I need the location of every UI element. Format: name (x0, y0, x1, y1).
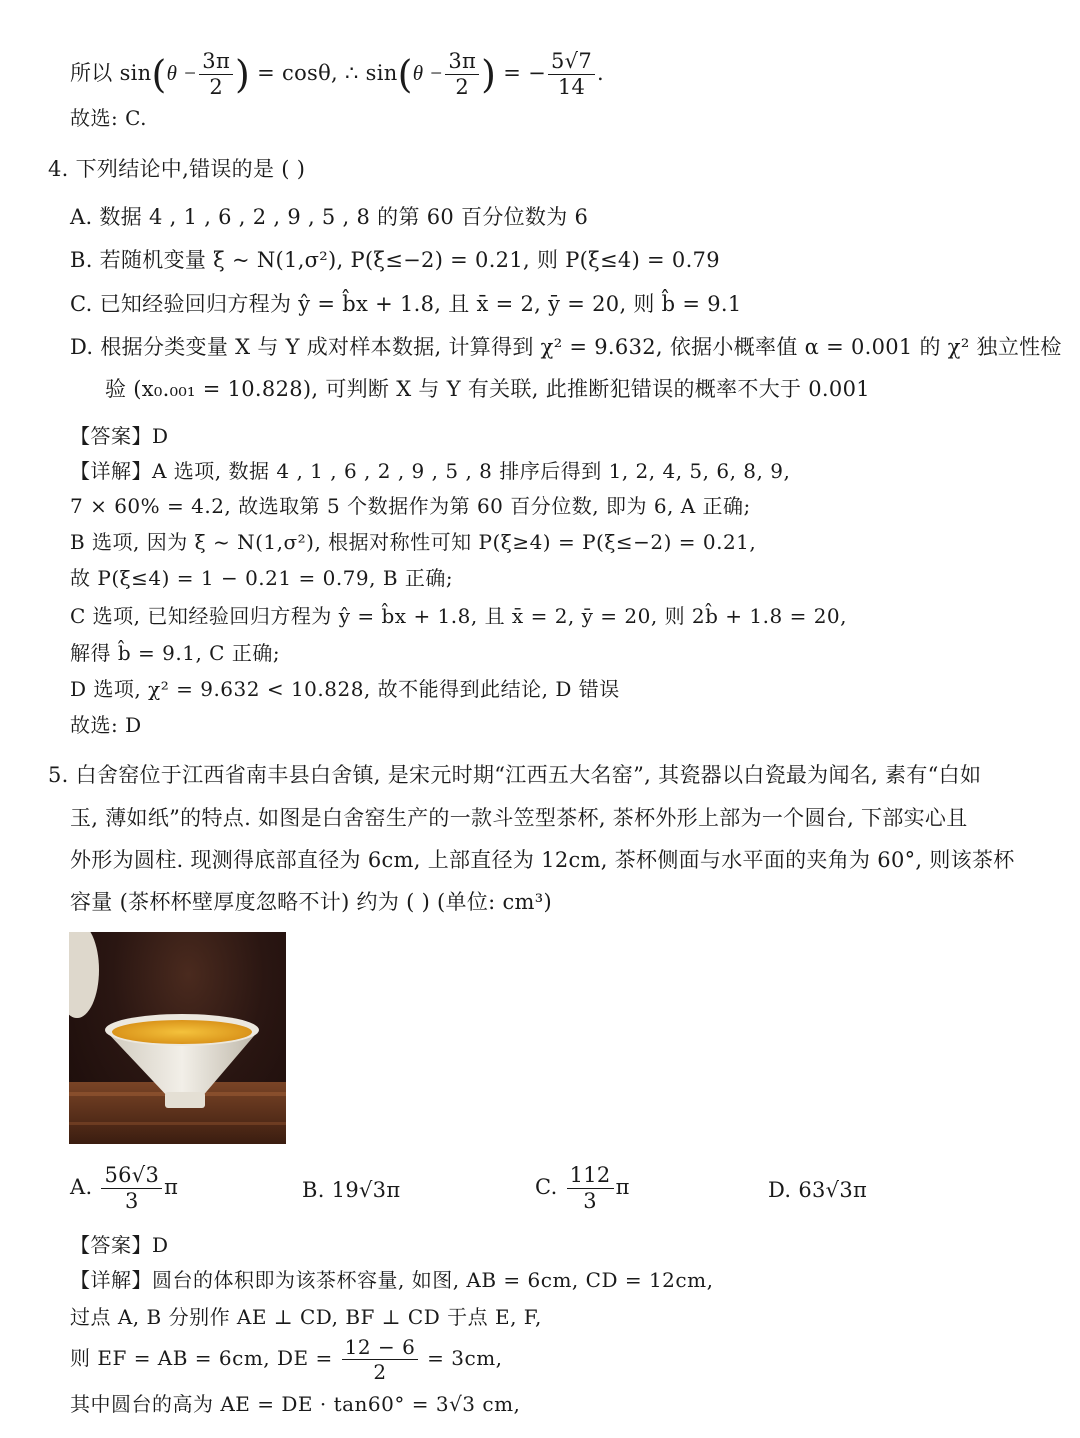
q5-option-c (535, 1164, 630, 1213)
q5-option-b: B. 19√3π (302, 1178, 401, 1202)
fraction (548, 50, 595, 99)
text: . (597, 61, 605, 86)
fraction-numerator: 112 (567, 1164, 614, 1189)
fraction-denominator: 2 (455, 75, 470, 100)
text: 所以 sin (70, 61, 152, 86)
q5-option-d: D. 63√3π (768, 1178, 868, 1202)
option-d-line1: D. 根据分类变量 X 与 Y 成对样本数据, 计算得到 χ² = 9.632, 依据小概率值 α = 0.001 的 χ² 独立性检 (70, 335, 1062, 359)
solution-line: D 选项, χ² = 9.632 < 10.828, 故不能得到此结论, D 错误 (70, 677, 620, 701)
text: θ − (166, 61, 198, 86)
fraction-numerator: 56√3 (101, 1164, 162, 1189)
solution-line: 解得 b̂ = 9.1, C 正确; (70, 641, 281, 665)
solution-line: 其中圆台的高为 AE = DE · tan60° = 3√3 cm, (70, 1392, 521, 1416)
fraction-denominator: 2 (209, 75, 223, 100)
cup-foot (165, 1092, 205, 1108)
option-label: A. (70, 1175, 93, 1200)
paren: ) (481, 52, 497, 97)
text: = − (496, 61, 547, 86)
solution-line: 故选: D (70, 713, 142, 737)
pi-symbol: π (164, 1175, 179, 1200)
text: = 3cm, (427, 1346, 503, 1370)
solution-line: 过点 A, B 分别作 AE ⊥ CD, BF ⊥ CD 于点 E, F, (70, 1305, 542, 1329)
question-4-stem: 4. 下列结论中,错误的是 ( ) (48, 157, 306, 181)
solution-line: B 选项, 因为 ξ ~ N(1,σ²), 根据对称性可知 P(ξ≥4) = P(ξ≤−2) = 0.21, (70, 530, 757, 554)
option-c: C. 已知经验回归方程为 ŷ = b̂x + 1.8, 且 x̄ = 2, ȳ = 20, 则 b̂ = 9.1 (70, 292, 742, 316)
fraction (342, 1336, 419, 1383)
teapot-edge (69, 932, 99, 1018)
formula-line (70, 50, 604, 99)
fraction-numerator: 12 − 6 (342, 1336, 419, 1360)
solution-line: 7 × 60% = 4.2, 故选取第 5 个数据作为第 60 百分位数, 即为 6, A 正确; (70, 494, 751, 518)
fraction-numerator: 5√7 (548, 50, 595, 75)
fraction-denominator: 14 (557, 75, 586, 100)
question-5-stem-line3: 外形为圆柱. 现测得底部直径为 6cm, 上部直径为 12cm, 茶杯侧面与水平面的夹角为 60°, 则该茶杯 (70, 848, 1015, 872)
paren: ( (397, 52, 413, 97)
tea-cup-image (69, 932, 286, 1144)
solution-line: 【详解】圆台的体积即为该茶杯容量, 如图, AB = 6cm, CD = 12cm, (70, 1268, 714, 1292)
fraction-denominator: 3 (124, 1189, 139, 1214)
fraction-denominator: 2 (373, 1360, 387, 1384)
option-a: A. 数据 4 , 1 , 6 , 2 , 9 , 5 , 8 的第 60 百分位数为 6 (70, 205, 589, 229)
fraction (567, 1164, 614, 1213)
option-d-line2: 验 (x₀.₀₀₁ = 10.828), 可判断 X 与 Y 有关联, 此推断犯错误的概率不大于 0.001 (105, 377, 870, 401)
text: θ − (412, 61, 444, 86)
pi-symbol: π (615, 1175, 630, 1200)
fraction (199, 50, 233, 99)
answer-label: 【答案】D (70, 1233, 169, 1257)
option-b: B. 若随机变量 ξ ~ N(1,σ²), P(ξ≤−2) = 0.21, 则 P(ξ≤4) = 0.79 (70, 248, 720, 272)
tea-surface (112, 1020, 252, 1044)
fraction-numerator: 3π (445, 50, 479, 75)
question-5-stem-line4: 容量 (茶杯杯壁厚度忽略不计) 约为 ( ) (单位: cm³) (70, 890, 552, 914)
tray-edge (69, 1122, 286, 1125)
paren: ( (151, 52, 167, 97)
question-5-stem-line2: 玉, 薄如纸”的特点. 如图是白舍窑生产的一款斗笠型茶杯, 茶杯外形上部为一个圆台, 下部实心且 (70, 806, 968, 830)
fraction-denominator: 3 (583, 1189, 597, 1214)
fraction (445, 50, 479, 99)
q5-option-a (70, 1164, 178, 1213)
text: 则 EF = AB = 6cm, DE = (70, 1346, 333, 1370)
solution-line (70, 1336, 503, 1383)
fraction-numerator: 3π (199, 50, 233, 75)
answer-label: 【答案】D (70, 424, 169, 448)
fraction (101, 1164, 162, 1213)
solution-line: 故 P(ξ≤4) = 1 − 0.21 = 0.79, B 正确; (70, 566, 454, 590)
option-label: C. (535, 1175, 558, 1200)
text: = cosθ, ∴ sin (250, 61, 398, 86)
choice-line: 故选: C. (70, 106, 148, 130)
tea-cup-photo (69, 932, 286, 1144)
solution-line: C 选项, 已知经验回归方程为 ŷ = b̂x + 1.8, 且 x̄ = 2, ȳ = 20, 则 2b̂ + 1.8 = 20, (70, 604, 848, 628)
paren: ) (235, 52, 251, 97)
solution-line: 【详解】A 选项, 数据 4 , 1 , 6 , 2 , 9 , 5 , 8 排序后得到 1, 2, 4, 5, 6, 8, 9, (70, 459, 791, 483)
question-5-stem-line1: 5. 白舍窑位于江西省南丰县白舍镇, 是宋元时期“江西五大名窑”, 其瓷器以白瓷最为闻名, 素有“白如 (48, 763, 982, 787)
